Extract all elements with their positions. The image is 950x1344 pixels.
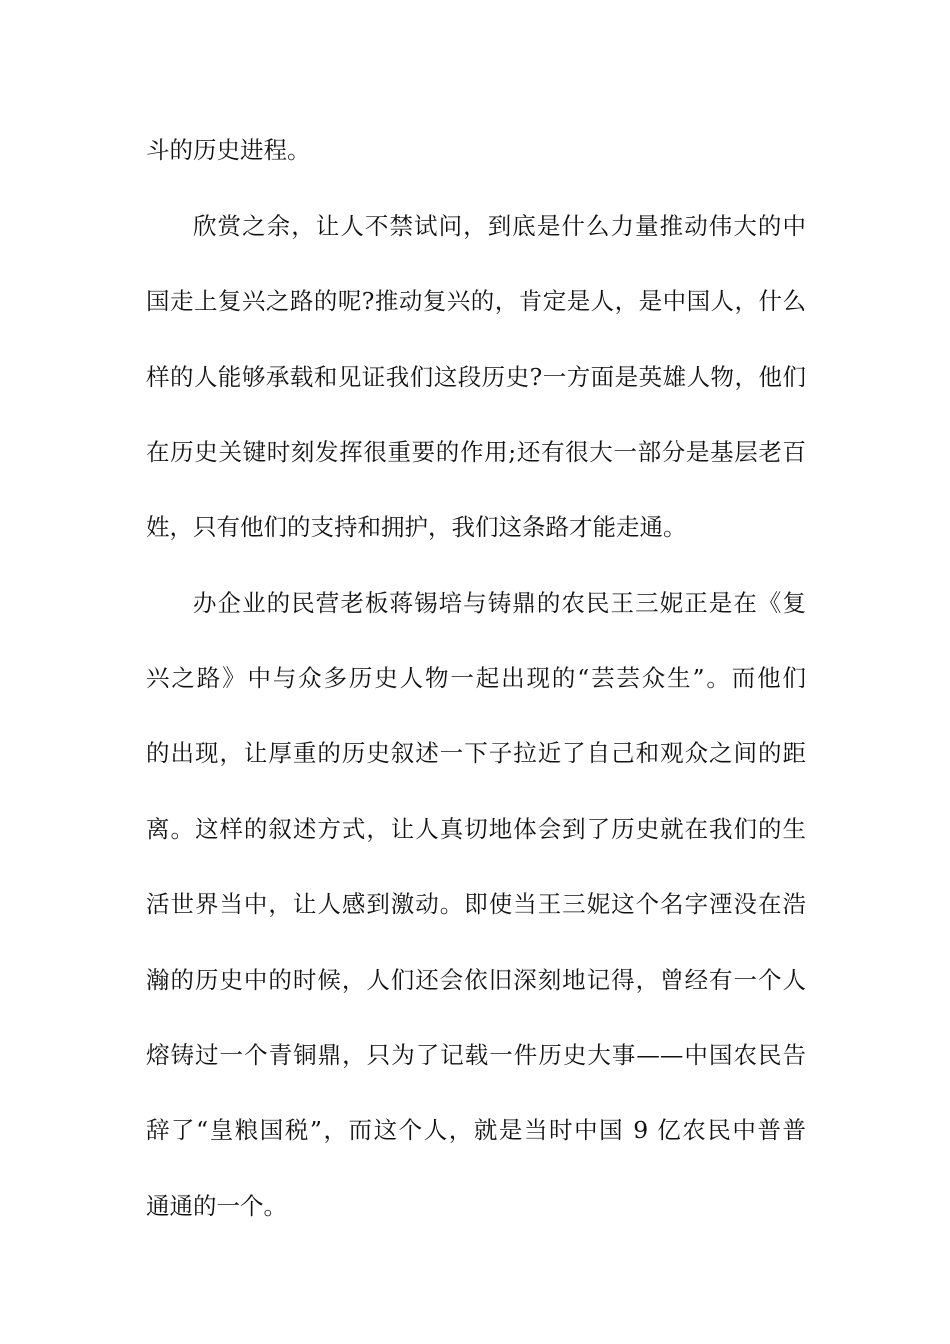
text-line: 活世界当中，让人感到激动。即使当王三妮这个名字湮没在浩	[146, 890, 806, 918]
text-line: 的出现，让厚重的历史叙述一下子拉近了自己和观众之间的距	[146, 739, 806, 767]
text-line: 样的人能够承载和见证我们这段历史?一方面是英雄人物，他们	[146, 363, 806, 391]
text-line: 姓，只有他们的支持和拥护，我们这条路才能走通。	[146, 513, 687, 541]
text-line: 欣赏之余，让人不禁试问，到底是什么力量推动伟大的中	[193, 212, 806, 240]
text-line: 兴之路》中与众多历史人物一起出现的“芸芸众生”。而他们	[146, 664, 806, 692]
text-line: 熔铸过一个青铜鼎，只为了记载一件历史大事——中国农民告	[146, 1041, 806, 1069]
text-line: 离。这样的叙述方式，让人真切地体会到了历史就在我们的生	[146, 815, 806, 843]
text-line: 办企业的民营老板蒋锡培与铸鼎的农民王三妮正是在《复	[193, 589, 806, 617]
text-line: 辞了“皇粮国税”，而这个人，就是当时中国 9 亿农民中普普	[146, 1116, 806, 1144]
text-line: 通通的一个。	[146, 1192, 287, 1220]
text-line: 斗的历史进程。	[146, 136, 311, 164]
text-line: 在历史关键时刻发挥很重要的作用;还有很大一部分是基层老百	[146, 438, 806, 466]
text-line: 国走上复兴之路的呢?推动复兴的，肯定是人，是中国人，什么	[146, 287, 806, 315]
text-line: 瀚的历史中的时候，人们还会依旧深刻地记得，曾经有一个人	[146, 966, 806, 994]
